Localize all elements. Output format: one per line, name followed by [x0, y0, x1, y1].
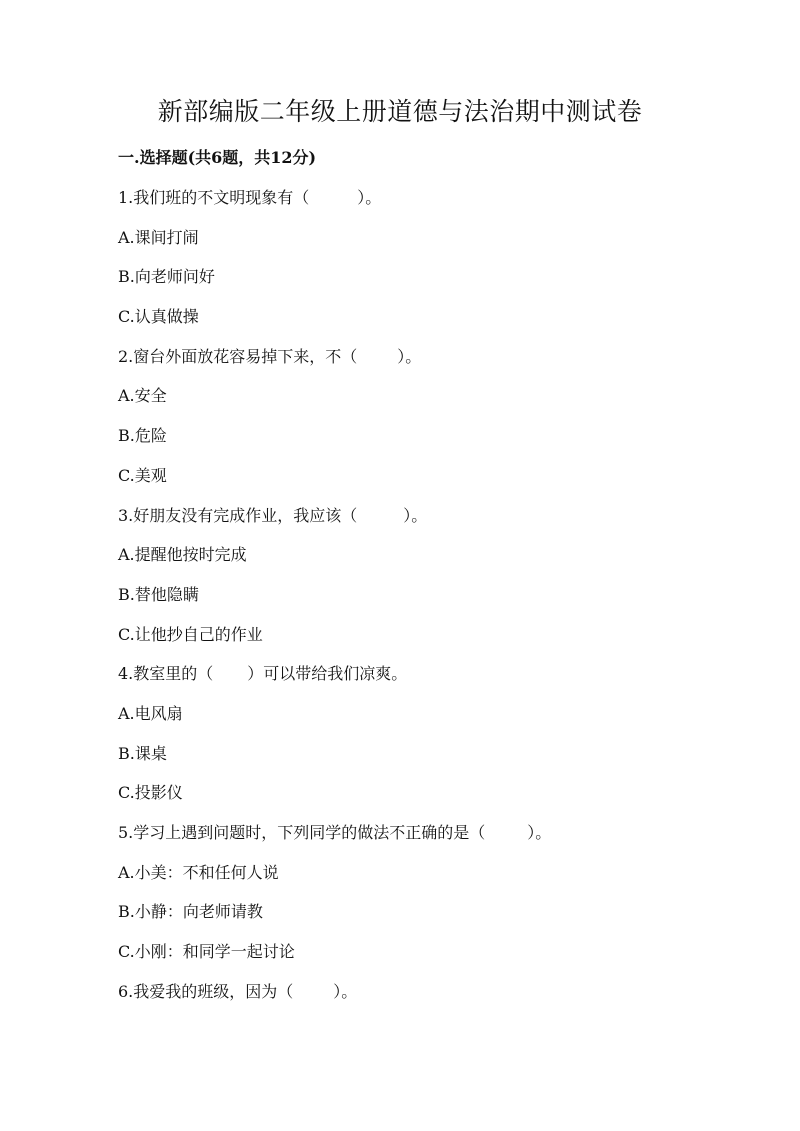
option-c: C.让他抄自己的作业: [118, 624, 263, 644]
stem-text-end: ）。: [403, 505, 428, 525]
question-stem: [118, 980, 718, 1004]
option-a: A.电风扇: [118, 703, 183, 723]
stem-text: 3.好朋友没有完成作业，我应该（: [118, 505, 358, 525]
question-stem: [118, 504, 718, 528]
stem-text: 1.我们班的不文明现象有（: [118, 188, 310, 207]
option-c: C.小刚：和同学一起讨论: [118, 942, 295, 962]
question-6: [118, 980, 718, 1004]
option-c: C.投影仪: [118, 783, 183, 803]
section-heading: 一.选择题(共6题，共12分): [118, 148, 317, 167]
stem-text-end: ）。: [333, 981, 358, 1001]
stem-text-end: ）。: [527, 823, 552, 842]
question-stem: [118, 345, 718, 369]
question-stem: [118, 662, 718, 686]
question-2: [118, 345, 718, 488]
question-3: [118, 504, 718, 647]
option-b: B.替他隐瞒: [118, 584, 199, 604]
option-b: B.向老师问好: [118, 267, 215, 287]
option-b: B.小静：向老师请教: [118, 902, 263, 922]
question-1: [118, 186, 718, 329]
option-a: A.安全: [118, 386, 167, 406]
stem-text-end: ）。: [357, 188, 382, 207]
page-title: 新部编版二年级上册道德与法治期中测试卷: [157, 97, 643, 126]
option-a: A.小美：不和任何人说: [118, 862, 279, 882]
question-4: [118, 662, 718, 805]
option-a: A.课间打闹: [118, 227, 199, 247]
option-c: C.认真做操: [118, 307, 199, 327]
stem-text: 5.学习上遇到问题时，下列同学的做法不正确的是（: [118, 823, 486, 842]
option-a: A.提醒他按时完成: [118, 545, 247, 565]
option-c: C.美观: [118, 465, 167, 485]
option-b: B.课桌: [118, 743, 167, 763]
stem-text-end: ）可以带给我们凉爽。: [247, 664, 408, 684]
stem-text: 4.教室里的（: [118, 664, 214, 684]
option-b: B.危险: [118, 426, 167, 446]
question-5: [118, 821, 718, 964]
stem-text: 2.窗台外面放花容易掉下来，不（: [118, 346, 358, 366]
stem-text: 6.我爱我的班级，因为（: [118, 981, 294, 1001]
question-stem: [118, 821, 718, 845]
question-stem: [118, 186, 718, 210]
stem-text-end: ）。: [397, 346, 422, 366]
question-list: [118, 186, 718, 1019]
